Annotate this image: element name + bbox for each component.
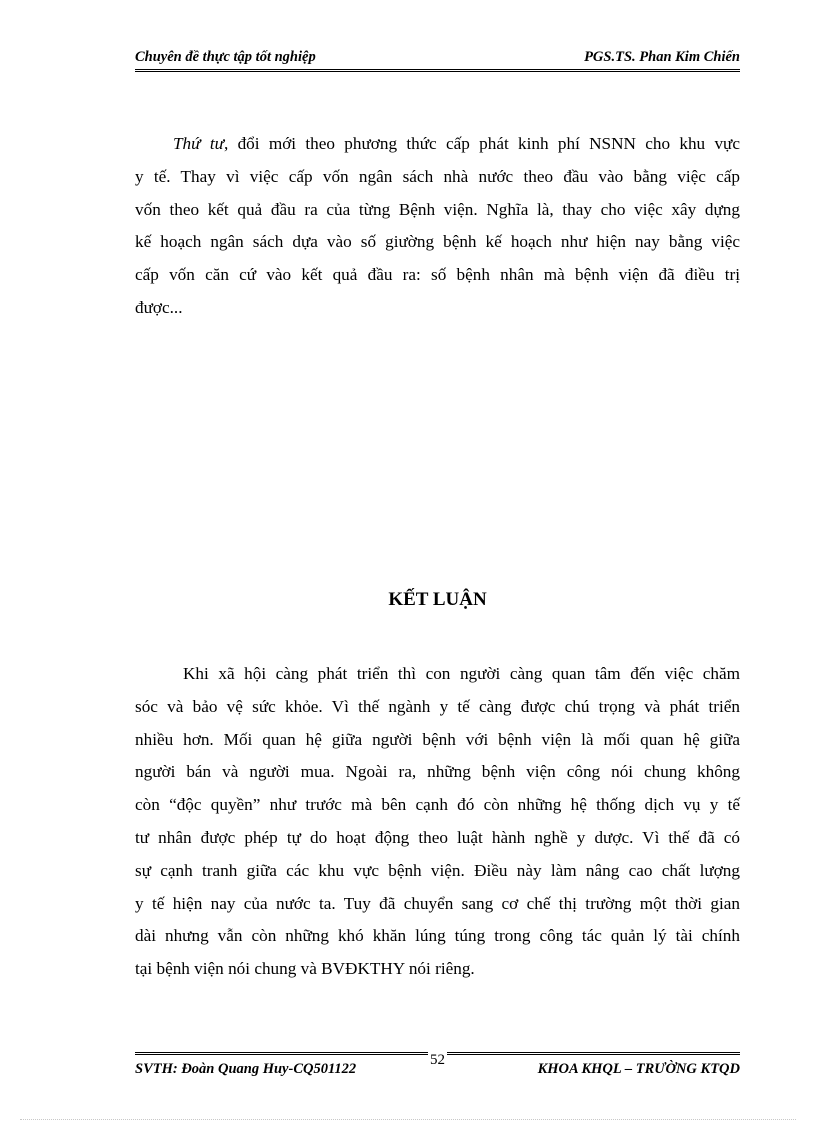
paragraph-line: tại bệnh viện nói chung và BVĐKTHY nói riêng.	[135, 959, 475, 979]
paragraph-line: nhiều hơn. Mối quan hệ giữa người bệnh với bệnh viện là mối quan hệ giữa	[135, 729, 740, 749]
header-author: PGS.TS. Phan Kim Chiến	[584, 49, 740, 65]
page-header	[135, 47, 740, 72]
paragraph-line: y tế. Thay vì việc cấp vốn ngân sách nhà nước theo đầu vào bằng việc cấp	[135, 166, 740, 186]
paragraph-line	[135, 128, 740, 161]
paragraph-line: sóc và bảo vệ sức khỏe. Vì thế ngành y tế càng được chú trọng và phát triển	[135, 696, 740, 716]
page-number: 52	[430, 1052, 445, 1068]
paragraph-line: người bán và người mua. Ngoài ra, những bệnh viện công nói chung không	[135, 762, 740, 782]
paragraph-line: vốn theo kết quả đầu ra của từng Bệnh viện. Nghĩa là, thay cho việc xây dựng	[135, 199, 740, 219]
paragraph-line: kế hoạch ngân sách dựa vào số giường bệnh kế hoạch như hiện nay bằng việc	[135, 232, 740, 252]
section-heading: KẾT LUẬN	[388, 589, 487, 610]
header-title: Chuyên đề thực tập tốt nghiệp	[135, 49, 316, 65]
paragraph-line: còn “độc quyền” như trước mà bên cạnh đó còn những hệ thống dịch vụ y tế	[135, 795, 740, 815]
paragraph-line: tư nhân được phép tự do hoạt động theo luật hành nghề y dược. Vì thế đã có	[135, 827, 740, 847]
paragraph-thu-tu	[135, 128, 740, 325]
page-footer	[135, 1052, 740, 1081]
paragraph-line: sự cạnh tranh giữa các khu vực bệnh viện. Điều này làm nâng cao chất lượng	[135, 860, 740, 880]
paragraph-line: y tế hiện nay của nước ta. Tuy đã chuyển sang cơ chế thị trường một thời gian	[135, 893, 740, 913]
paragraph-line-text: , đổi mới theo phương thức cấp phát kinh phí NSNN cho khu vực	[223, 134, 740, 153]
paragraph-line: cấp vốn căn cứ vào kết quả đầu ra: số bệnh nhân mà bệnh viện đã điều trị	[135, 265, 740, 285]
paragraph-line: dài nhưng vẫn còn những khó khăn lúng túng trong công tác quản lý tài chính	[135, 926, 740, 946]
paragraph-conclusion	[135, 658, 740, 986]
paragraph-lead-italic: Thứ tư	[173, 134, 224, 153]
footer-faculty: KHOA KHQL – TRƯỜNG KTQD	[537, 1061, 740, 1077]
paragraph-line: được...	[135, 297, 183, 317]
paragraph-line: Khi xã hội càng phát triển thì con người càng quan tâm đến việc chăm	[183, 664, 740, 683]
page-bottom-divider	[20, 1119, 796, 1120]
footer-student: SVTH: Đoàn Quang Huy-CQ501122	[135, 1061, 357, 1077]
